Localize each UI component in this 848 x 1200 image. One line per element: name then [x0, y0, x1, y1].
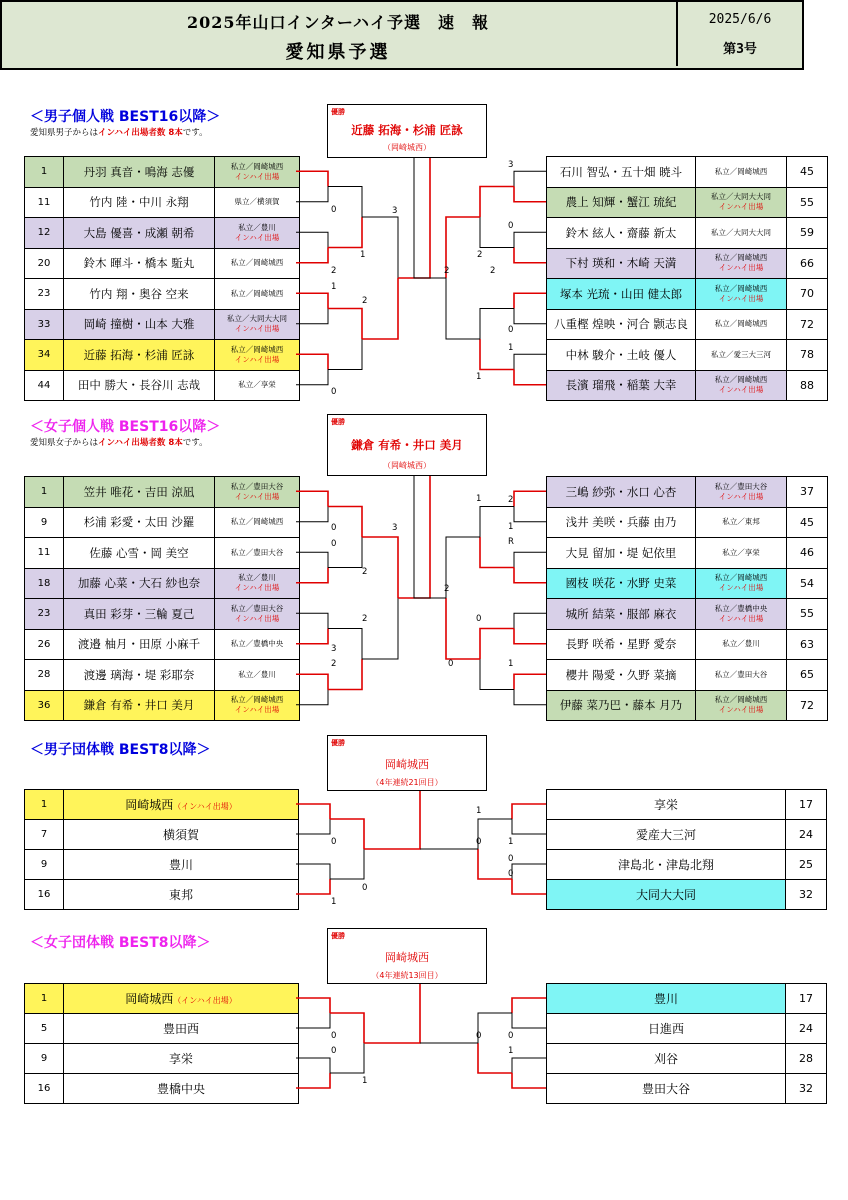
bracket-line: [514, 232, 546, 247]
school-name: 私立／岡崎城西: [230, 258, 284, 268]
school-name: 私立／豊川: [722, 639, 760, 649]
rank-cell: 45: [787, 157, 828, 188]
interhigh-label: インハイ出場: [718, 293, 764, 303]
match-score: 1: [362, 1076, 368, 1086]
bracket-line: [514, 309, 546, 324]
winner-path-line: [512, 998, 546, 1013]
bracket-line: [512, 1013, 546, 1028]
school-name: 私立／岡崎城西: [714, 319, 768, 329]
player-names: 八重樫 煌映・河合 颢志良: [547, 309, 696, 340]
winner-path-line: [296, 629, 328, 644]
rank-cell: 45: [787, 507, 828, 538]
winner-path-line: [362, 278, 398, 339]
player-names: 田中 勝大・長谷川 志哉: [64, 370, 215, 401]
seed-cell: 18: [25, 568, 64, 599]
player-names: 加藤 心菜・大石 紗也奈: [64, 568, 215, 599]
school-name: 私立／大同大大同: [711, 227, 771, 237]
team-name: 刈谷: [547, 1044, 786, 1074]
boys-team-champion-sub: （4年連続21回目）: [371, 778, 443, 787]
match-score: 1: [508, 837, 514, 847]
seed-cell: 16: [25, 1074, 64, 1104]
rank-cell: 72: [787, 309, 828, 340]
player-names: 伊藤 菜乃巴・藤本 月乃: [547, 690, 696, 721]
match-score: 0: [331, 205, 337, 215]
boys-individual-title: ＜男子個人戦 BEST16以降＞: [30, 109, 221, 125]
winner-path-line: [296, 491, 328, 506]
rank-cell: 63: [787, 629, 828, 660]
school-name: 私立／岡崎城西: [714, 166, 768, 176]
school-name: 私立／豊川: [238, 669, 276, 679]
match-score: 1: [331, 897, 337, 907]
player-names: 杉浦 彩愛・太田 沙羅: [64, 507, 215, 538]
player-names: 城所 結菜・服部 麻衣: [547, 599, 696, 630]
match-score: 3: [392, 523, 398, 533]
winner-path-line: [478, 1043, 512, 1073]
school-name: 私立／岡崎城西: [714, 375, 768, 385]
seed-cell: 1: [25, 790, 64, 820]
team-label: 豊橋中央: [156, 1082, 205, 1096]
school-name: 私立／岡崎城西: [230, 517, 284, 527]
winner-path-line: [514, 248, 546, 263]
bracket-line: [296, 232, 328, 247]
winner-path-line: [364, 791, 420, 849]
girls-individual-champion-name: 鎌倉 有希・井口 美月: [351, 438, 463, 452]
seed-cell: 36: [25, 690, 64, 721]
interhigh-label: インハイ出場: [234, 232, 280, 242]
player-names: 笠井 唯花・吉田 涼凪: [64, 477, 215, 508]
match-score: 1: [476, 494, 482, 504]
winner-path-line: [296, 354, 328, 369]
girls-team-title: ＜女子団体戦 BEST8以降＞: [30, 935, 211, 951]
girls-individual-champion-school: （岡崎城西）: [383, 461, 431, 470]
match-score: R: [508, 537, 514, 547]
school-name: 私立／享栄: [238, 380, 276, 390]
team-label: 横須賀: [162, 828, 199, 842]
match-score: 0: [331, 523, 337, 533]
interhigh-label: インハイ出場: [718, 202, 764, 212]
team-name: 享栄: [547, 790, 786, 820]
interhigh-label: インハイ出場: [234, 491, 280, 501]
player-names: 國枝 咲花・水野 史菜: [547, 568, 696, 599]
bracket-line: [514, 507, 546, 522]
school-name: 私立／豊田大谷: [230, 547, 284, 557]
bracket-line: [296, 690, 328, 705]
champion-label: 優勝: [331, 418, 345, 426]
match-score: 0: [508, 869, 514, 879]
seed-cell: 1: [25, 477, 64, 508]
bracket-line: [296, 370, 328, 385]
interhigh-label: インハイ出場: [234, 705, 280, 715]
boys-individual-champion-school: （岡崎城西）: [383, 143, 431, 152]
team-name: 豊川: [547, 984, 786, 1014]
bracket-line: [296, 613, 328, 628]
interhigh-label: インハイ出場: [234, 354, 280, 364]
winner-path-line: [296, 171, 328, 186]
interhigh-label: インハイ出場: [718, 263, 764, 273]
winner-path-line: [514, 674, 546, 689]
school-name: 私立／岡崎城西: [230, 344, 284, 354]
bracket-line: [330, 849, 364, 879]
team-label: 東邦: [168, 888, 193, 902]
school-name: 私立／豊田大谷: [714, 669, 768, 679]
player-names: 下村 瑛和・木崎 天満: [547, 248, 696, 279]
seed-cell: 7: [25, 820, 64, 850]
match-score: 1: [508, 343, 514, 353]
player-names: 鈴木 絃人・齋藤 新太: [547, 218, 696, 249]
match-score: 2: [508, 495, 514, 505]
report-subtitle: 愛知県予選: [285, 42, 391, 63]
seed-cell: 1: [25, 157, 64, 188]
girls-team-champion-sub: （4年連続13回目）: [371, 971, 443, 980]
boys-team-title: ＜男子団体戦 BEST8以降＞: [30, 742, 211, 758]
player-names: 渡邊 璃海・堤 彩耶奈: [64, 660, 215, 691]
champion-label: 優勝: [331, 739, 345, 747]
team-label: 豊川: [168, 858, 193, 872]
rank-cell: 32: [786, 1074, 827, 1104]
school-name: 私立／岡崎城西: [714, 253, 768, 263]
match-score: 2: [362, 614, 368, 624]
bracket-line: [296, 187, 328, 202]
bracket-line: [296, 507, 328, 522]
rank-cell: 32: [786, 880, 827, 910]
winner-path-line: [296, 804, 330, 819]
winner-path-line: [478, 849, 512, 879]
winner-path-line: [364, 984, 420, 1043]
match-score: 3: [331, 644, 337, 654]
school-name: 私立／岡崎城西: [230, 695, 284, 705]
bracket-line: [514, 690, 546, 705]
seed-cell: 11: [25, 538, 64, 569]
player-names: 竹内 陸・中川 永翔: [64, 187, 215, 218]
bracket-line: [328, 339, 362, 370]
match-score: 0: [331, 837, 337, 847]
rank-cell: 70: [787, 279, 828, 310]
seed-cell: 12: [25, 218, 64, 249]
player-names: 佐藤 心雪・岡 美空: [64, 538, 215, 569]
bracket-line: [296, 309, 328, 324]
bracket-line: [296, 552, 328, 567]
report-issue: 第3号: [723, 42, 757, 57]
winner-path-line: [328, 217, 362, 248]
bracket-line: [478, 819, 512, 849]
player-names: 岡崎 撞樹・山本 大雅: [64, 309, 215, 340]
interhigh-label: （インハイ出場）: [173, 802, 237, 811]
bracket-line: [512, 1058, 546, 1073]
school-name: 県立／横須賀: [234, 197, 280, 207]
rank-cell: 24: [786, 820, 827, 850]
team-label: 享栄: [168, 1052, 193, 1066]
player-names: 真田 彩芽・三輪 夏己: [64, 599, 215, 630]
match-score: 2: [331, 266, 337, 276]
school-name: 私立／豊川: [238, 222, 276, 232]
champion-label: 優勝: [331, 932, 345, 940]
player-names: 長野 咲希・星野 愛奈: [547, 629, 696, 660]
school-name: 私立／岡崎城西: [714, 695, 768, 705]
boys-individual-champion-name: 近藤 拓海・杉浦 匠詠: [351, 123, 463, 137]
match-score: 0: [331, 387, 337, 397]
bracket-line: [296, 1013, 330, 1028]
seed-cell: 1: [25, 984, 64, 1014]
player-names: 近藤 拓海・杉浦 匠詠: [64, 340, 215, 371]
bracket-line: [296, 864, 330, 879]
player-names: 長濱 瑠飛・稲葉 大幸: [547, 370, 696, 401]
player-names: 櫻井 陽愛・久野 菜摘: [547, 660, 696, 691]
seed-cell: 16: [25, 880, 64, 910]
girls-individual-title: ＜女子個人戦 BEST16以降＞: [30, 419, 221, 435]
school-name: 私立／豊橋中央: [714, 603, 768, 613]
bracket-line: [478, 1013, 512, 1043]
interhigh-label: インハイ出場: [718, 705, 764, 715]
match-score: 1: [360, 250, 366, 260]
match-score: 1: [331, 282, 337, 292]
interhigh-label: インハイ出場: [234, 583, 280, 593]
match-score: 0: [508, 325, 514, 335]
seed-cell: 5: [25, 1014, 64, 1044]
seed-cell: 23: [25, 279, 64, 310]
player-names: 塚本 光琉・山田 健太郎: [547, 279, 696, 310]
seed-cell: 26: [25, 629, 64, 660]
seed-cell: 9: [25, 850, 64, 880]
team-label: 豊田西: [162, 1022, 199, 1036]
bracket-line: [514, 552, 546, 567]
match-score: 3: [508, 160, 514, 170]
match-score: 0: [476, 614, 482, 624]
winner-path-line: [296, 674, 328, 689]
girls-individual-note: 愛知県女子からはインハイ出場者数 8本です。: [30, 438, 208, 448]
match-score: 2: [331, 659, 337, 669]
bracket-line: [514, 171, 546, 186]
bracket-line: [362, 217, 398, 278]
winner-path-line: [296, 879, 330, 894]
school-name: 私立／豊橋中央: [230, 639, 284, 649]
player-names: 三嶋 紗弥・水口 心杏: [547, 477, 696, 508]
seed-cell: 34: [25, 340, 64, 371]
player-names: 鈴木 暉斗・橋本 駈丸: [64, 248, 215, 279]
seed-cell: 28: [25, 660, 64, 691]
match-score: 3: [392, 206, 398, 216]
rank-cell: 17: [786, 790, 827, 820]
rank-cell: 55: [787, 187, 828, 218]
player-names: 農上 知輝・蟹江 琉紀: [547, 187, 696, 218]
seed-cell: 9: [25, 1044, 64, 1074]
bracket-line: [362, 598, 398, 659]
interhigh-label: インハイ出場: [234, 324, 280, 334]
boys-team-champion-name: 岡崎城西: [385, 758, 429, 771]
winner-path-line: [514, 370, 546, 385]
match-score: 1: [508, 1046, 514, 1056]
team-label: 岡崎城西: [125, 992, 174, 1006]
team-name: 津島北・津島北翔: [547, 850, 786, 880]
winner-path-line: [512, 1073, 546, 1088]
match-score: 0: [508, 221, 514, 231]
school-name: 私立／豊田大谷: [230, 481, 284, 491]
champion-label: 優勝: [331, 108, 345, 116]
match-score: 2: [362, 567, 368, 577]
school-name: 私立／豊川: [238, 573, 276, 583]
rank-cell: 25: [786, 850, 827, 880]
interhigh-label: （インハイ出場）: [173, 996, 237, 1005]
match-score: 2: [490, 266, 496, 276]
team-label: 岡崎城西: [125, 798, 174, 812]
bracket-line: [514, 613, 546, 628]
rank-cell: 65: [787, 660, 828, 691]
winner-path-line: [296, 293, 328, 308]
winner-path-line: [514, 187, 546, 202]
team-name: 愛産大三河: [547, 820, 786, 850]
match-score: 2: [444, 584, 450, 594]
player-names: 丹羽 真音・鳴海 志優: [64, 157, 215, 188]
interhigh-label: インハイ出場: [234, 171, 280, 181]
bracket-line: [446, 537, 480, 598]
bracket-line: [296, 1058, 330, 1073]
match-score: 1: [476, 806, 482, 816]
winner-path-line: [328, 309, 362, 340]
match-score: 1: [508, 522, 514, 532]
player-names: 竹内 翔・奥谷 空来: [64, 279, 215, 310]
girls-team-champion-name: 岡崎城西: [385, 951, 429, 964]
winner-path-line: [446, 217, 483, 278]
player-names: 石川 智弘・五十畑 暁斗: [547, 157, 696, 188]
rank-cell: 37: [787, 477, 828, 508]
report-title: 2025年山口インターハイ予選 速 報: [186, 13, 490, 32]
school-name: 私立／岡崎城西: [230, 161, 284, 171]
school-name: 私立／岡崎城西: [230, 288, 284, 298]
school-name: 私立／豊田大谷: [230, 603, 284, 613]
rank-cell: 55: [787, 599, 828, 630]
winner-path-line: [514, 491, 546, 506]
interhigh-label: インハイ出場: [718, 385, 764, 395]
match-score: 0: [476, 1031, 482, 1041]
match-score: 2: [362, 296, 368, 306]
bracket-line: [512, 819, 546, 834]
winner-path-line: [512, 879, 546, 894]
winner-path-line: [514, 568, 546, 583]
rank-cell: 24: [786, 1014, 827, 1044]
school-name: 私立／豊田大谷: [714, 481, 768, 491]
match-score: 1: [508, 659, 514, 669]
rank-cell: 59: [787, 218, 828, 249]
match-score: 0: [331, 539, 337, 549]
match-score: 2: [444, 266, 450, 276]
player-names: 鎌倉 有希・井口 美月: [64, 690, 215, 721]
match-score: 0: [448, 659, 454, 669]
school-name: 私立／大同大大同: [227, 314, 287, 324]
team-name: 日進西: [547, 1014, 786, 1044]
winner-path-line: [480, 187, 514, 218]
seed-cell: 9: [25, 507, 64, 538]
interhigh-label: インハイ出場: [718, 491, 764, 501]
winner-path-line: [446, 598, 480, 659]
school-name: 私立／愛三大三河: [711, 349, 771, 359]
rank-cell: 54: [787, 568, 828, 599]
school-name: 私立／享栄: [722, 547, 760, 557]
interhigh-label: インハイ出場: [718, 583, 764, 593]
seed-cell: 33: [25, 309, 64, 340]
report-date: 2025/6/6: [708, 12, 772, 27]
seed-cell: 44: [25, 370, 64, 401]
winner-path-line: [296, 998, 330, 1013]
winner-path-line: [296, 568, 328, 583]
bracket-line: [296, 819, 330, 834]
player-names: 中林 駿介・土岐 優人: [547, 340, 696, 371]
winner-path-line: [296, 1073, 330, 1088]
rank-cell: 17: [786, 984, 827, 1014]
match-score: 0: [476, 837, 482, 847]
bracket-line: [446, 278, 480, 339]
match-score: 1: [476, 372, 482, 382]
rank-cell: 72: [787, 690, 828, 721]
school-name: 私立／大同大大同: [711, 192, 771, 202]
seed-cell: 23: [25, 599, 64, 630]
team-name: 大同大大同: [547, 880, 786, 910]
match-score: 0: [362, 883, 368, 893]
school-name: 私立／東邦: [722, 517, 760, 527]
team-name: 豊田大谷: [547, 1074, 786, 1104]
rank-cell: 66: [787, 248, 828, 279]
match-score: 0: [331, 1046, 337, 1056]
boys-individual-note: 愛知県男子からはインハイ出場者数 8本です。: [30, 128, 208, 138]
winner-path-line: [514, 293, 546, 308]
interhigh-label: インハイ出場: [718, 613, 764, 623]
bracket-line: [512, 864, 546, 879]
winner-path-line: [296, 248, 328, 263]
match-score: 0: [508, 1031, 514, 1041]
seed-cell: 11: [25, 187, 64, 218]
player-names: 渡邉 柚月・田原 小麻千: [64, 629, 215, 660]
seed-cell: 20: [25, 248, 64, 279]
rank-cell: 78: [787, 340, 828, 371]
player-names: 大島 優喜・成瀬 朝希: [64, 218, 215, 249]
school-name: 私立／岡崎城西: [714, 283, 768, 293]
match-score: 0: [331, 1031, 337, 1041]
player-names: 大見 留加・堤 妃依里: [547, 538, 696, 569]
rank-cell: 46: [787, 538, 828, 569]
interhigh-label: インハイ出場: [234, 613, 280, 623]
winner-path-line: [514, 629, 546, 644]
bracket-line: [514, 354, 546, 369]
winner-path-line: [512, 804, 546, 819]
player-names: 浅井 美咲・兵藤 由乃: [547, 507, 696, 538]
school-name: 私立／岡崎城西: [714, 573, 768, 583]
winner-path-line: [480, 629, 514, 660]
match-score: 2: [477, 250, 483, 260]
rank-cell: 28: [786, 1044, 827, 1074]
match-score: 0: [508, 854, 514, 864]
rank-cell: 88: [787, 370, 828, 401]
